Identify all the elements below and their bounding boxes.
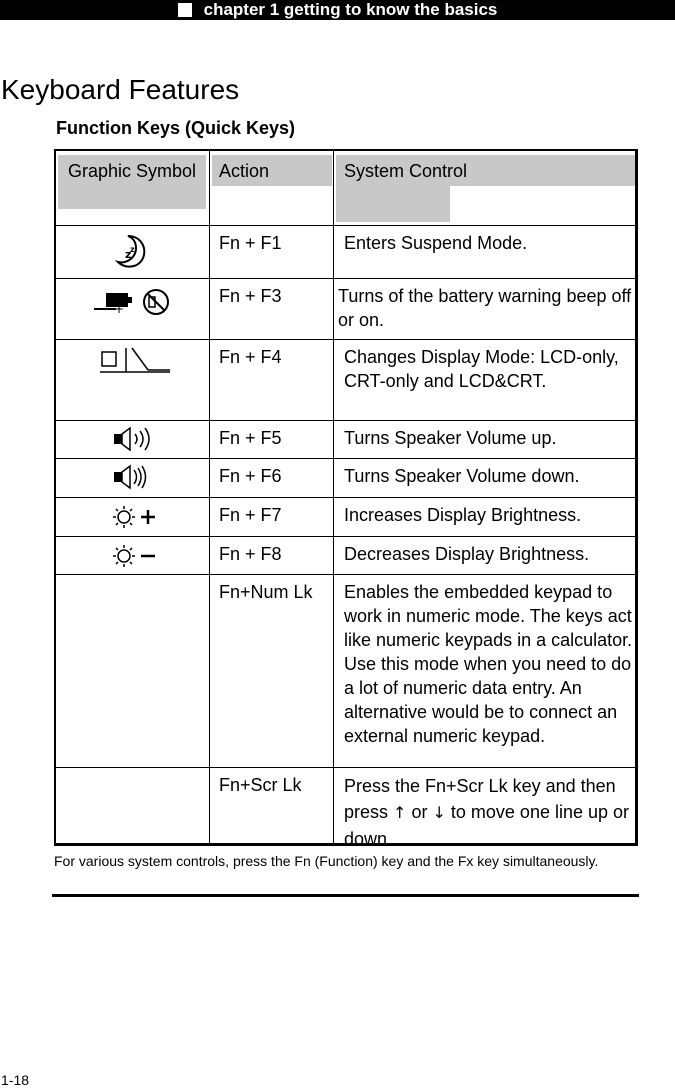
action-text: Fn + F5 bbox=[219, 428, 282, 448]
section-subtitle: Function Keys (Quick Keys) bbox=[56, 118, 296, 138]
table-row bbox=[56, 767, 635, 849]
header-cell-action bbox=[210, 151, 334, 225]
column-header-system-control: System Control bbox=[344, 161, 468, 181]
svg-text:+: + bbox=[114, 302, 125, 316]
action-text: Fn+Scr Lk bbox=[219, 775, 302, 795]
footnote: For various system controls, press the Fn (Function) key and the Fx key simultaneously. bbox=[54, 853, 599, 869]
battery-warning-mute-icon bbox=[90, 287, 174, 317]
table-row bbox=[56, 225, 635, 278]
header-cell-graphic bbox=[56, 151, 210, 225]
control-text: Enters Suspend Mode. bbox=[344, 233, 528, 253]
action-text: Fn + F6 bbox=[219, 466, 282, 486]
volume-down-icon bbox=[112, 464, 156, 490]
column-header-graphic-symbol: Graphic Symbol bbox=[67, 161, 197, 181]
action-text: Fn + F3 bbox=[219, 286, 282, 306]
header-cell-system-control bbox=[334, 151, 635, 225]
display-mode-icon bbox=[98, 346, 174, 378]
volume-up-icon bbox=[112, 426, 156, 452]
header-square-icon bbox=[178, 3, 192, 17]
control-text: Decreases Display Brightness. bbox=[344, 544, 590, 564]
control-text: Enables the embedded keypad to work in numeric mode. The keys act like numeric keypads in a calculator. Use this mode when you need to do a lot of numeric data entry. An alternative would be to connect an external numeric keypad. bbox=[344, 582, 633, 746]
table-row bbox=[56, 458, 635, 497]
brightness-down-icon bbox=[112, 543, 158, 569]
suspend-moon-icon bbox=[112, 232, 152, 272]
down-arrow-icon: ↓ bbox=[432, 803, 446, 822]
table-row bbox=[56, 536, 635, 574]
action-text: Fn + F8 bbox=[219, 544, 282, 564]
control-text: Changes Display Mode: LCD-only, CRT-only and LCD&CRT. bbox=[344, 347, 619, 391]
action-text: Fn + F1 bbox=[219, 233, 282, 253]
action-text: Fn+Num Lk bbox=[219, 582, 313, 602]
control-text: Turns of the battery warning beep off or on. bbox=[338, 286, 632, 330]
chapter-header-bar bbox=[0, 0, 675, 20]
control-text: Increases Display Brightness. bbox=[344, 505, 582, 525]
up-arrow-icon: ↑ bbox=[393, 803, 407, 822]
table-row bbox=[56, 339, 635, 420]
chapter-label: chapter 1 getting to know the basics bbox=[203, 0, 498, 19]
bottom-rule bbox=[52, 894, 639, 897]
control-text: Turns Speaker Volume up. bbox=[344, 428, 557, 448]
function-keys-table bbox=[54, 149, 638, 849]
brightness-up-icon bbox=[112, 504, 158, 530]
svg-text:z: z bbox=[130, 245, 135, 254]
svg-text:z: z bbox=[125, 248, 132, 261]
column-header-action: Action bbox=[219, 161, 270, 181]
action-text: Fn + F4 bbox=[219, 347, 282, 367]
page-title: Keyboard Features bbox=[1, 74, 240, 105]
control-text: Press the Fn+Scr Lk key and then press ↑ or ↓ to move one line up or down. bbox=[344, 776, 630, 849]
control-text: Turns Speaker Volume down. bbox=[344, 466, 580, 486]
table-row bbox=[56, 574, 635, 767]
page-number: 1-18 bbox=[1, 1072, 30, 1088]
table-row bbox=[56, 420, 635, 458]
table-row bbox=[56, 278, 635, 339]
action-text: Fn + F7 bbox=[219, 505, 282, 525]
table-header-row bbox=[56, 151, 635, 225]
table-row bbox=[56, 497, 635, 536]
